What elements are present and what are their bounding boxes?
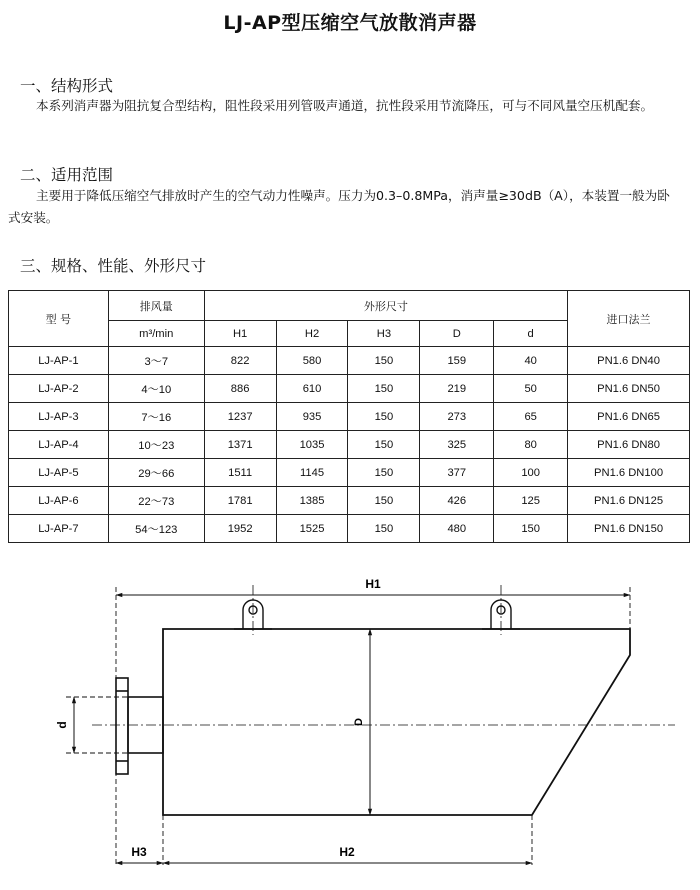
header-H3: H3 [348, 321, 420, 347]
cell-d: 125 [494, 487, 568, 515]
table-row [9, 375, 690, 403]
cell-D: 377 [420, 459, 494, 487]
dimension-H3 [116, 845, 163, 863]
cell-flange: PN1.6 DN40 [568, 347, 690, 375]
header-model: 型 号 [9, 291, 109, 347]
cell-H3: 150 [348, 431, 420, 459]
cell-H2: 1525 [276, 515, 348, 543]
spec-table [8, 290, 690, 543]
cell-H3: 150 [348, 375, 420, 403]
cell-model: LJ-AP-7 [9, 515, 109, 543]
cell-H1: 822 [204, 347, 276, 375]
section-heading-specs: 三、规格、性能、外形尺寸 [20, 257, 207, 275]
section-heading-structure: 一、结构形式 [20, 77, 114, 95]
table-row [9, 459, 690, 487]
header-D: D [420, 321, 494, 347]
cell-H3: 150 [348, 515, 420, 543]
cell-model: LJ-AP-1 [9, 347, 109, 375]
label-d: d [55, 721, 69, 729]
dimension-D [353, 629, 370, 815]
dimension-H1 [116, 577, 630, 595]
inlet-flange [116, 678, 128, 774]
header-flow: 排风量 [108, 291, 204, 321]
cell-model: LJ-AP-5 [9, 459, 109, 487]
cell-H2: 610 [276, 375, 348, 403]
cell-H2: 580 [276, 347, 348, 375]
header-flange: 进口法兰 [568, 291, 690, 347]
header-d: d [494, 321, 568, 347]
cell-flow: 54～123 [108, 515, 204, 543]
cell-d: 100 [494, 459, 568, 487]
cell-d: 65 [494, 403, 568, 431]
header-flow-unit: m³/min [108, 321, 204, 347]
table-row [9, 431, 690, 459]
cell-flange: PN1.6 DN100 [568, 459, 690, 487]
cell-H2: 1035 [276, 431, 348, 459]
cell-d: 80 [494, 431, 568, 459]
label-D: D [353, 718, 365, 726]
section-text-scope: 主要用于降低压缩空气排放时产生的空气动力性噪声。压力为0.3–0.8MPa，消声量≥30dB（A），本装置一般为卧式安装。 [8, 188, 670, 225]
cell-flow: 3～7 [108, 347, 204, 375]
section-heading-scope: 二、适用范围 [20, 166, 114, 184]
cell-d: 50 [494, 375, 568, 403]
cell-model: LJ-AP-2 [9, 375, 109, 403]
cell-flange: PN1.6 DN125 [568, 487, 690, 515]
cell-H3: 150 [348, 403, 420, 431]
header-H1: H1 [204, 321, 276, 347]
cell-flow: 22～73 [108, 487, 204, 515]
table-row [9, 515, 690, 543]
centerlines [92, 585, 675, 725]
header-dimensions: 外形尺寸 [204, 291, 567, 321]
cell-model: LJ-AP-6 [9, 487, 109, 515]
cell-H1: 1781 [204, 487, 276, 515]
cell-H1: 886 [204, 375, 276, 403]
cell-H3: 150 [348, 487, 420, 515]
cell-flange: PN1.6 DN80 [568, 431, 690, 459]
cell-H1: 1952 [204, 515, 276, 543]
dimension-d [55, 697, 74, 753]
table-row [9, 347, 690, 375]
label-H2: H2 [339, 845, 355, 859]
cell-flange: PN1.6 DN65 [568, 403, 690, 431]
cell-D: 273 [420, 403, 494, 431]
label-H3: H3 [131, 845, 147, 859]
cell-D: 426 [420, 487, 494, 515]
cell-flange: PN1.6 DN150 [568, 515, 690, 543]
section-text-structure: 本系列消声器为阻抗复合型结构，阻性段采用列管吸声通道，抗性段采用节流降压，可与不同风量空压机配套。 [36, 98, 654, 113]
cell-H1: 1371 [204, 431, 276, 459]
cell-D: 219 [420, 375, 494, 403]
header-H2: H2 [276, 321, 348, 347]
cell-model: LJ-AP-3 [9, 403, 109, 431]
cell-H1: 1237 [204, 403, 276, 431]
cell-flow: 7～16 [108, 403, 204, 431]
cell-flow: 4～10 [108, 375, 204, 403]
cell-flow: 10～23 [108, 431, 204, 459]
cell-H1: 1511 [204, 459, 276, 487]
silencer-dimension-drawing [0, 565, 700, 890]
cell-H2: 1385 [276, 487, 348, 515]
cell-H3: 150 [348, 459, 420, 487]
cell-D: 159 [420, 347, 494, 375]
table-row [9, 487, 690, 515]
document-title: LJ-AP型压缩空气放散消声器 [223, 12, 477, 34]
cell-d: 150 [494, 515, 568, 543]
cell-flange: PN1.6 DN50 [568, 375, 690, 403]
cell-H2: 935 [276, 403, 348, 431]
table-row [9, 403, 690, 431]
silencer-body [163, 629, 630, 815]
cell-model: LJ-AP-4 [9, 431, 109, 459]
cell-D: 325 [420, 431, 494, 459]
cell-D: 480 [420, 515, 494, 543]
cell-flow: 29～66 [108, 459, 204, 487]
dimension-H2 [163, 845, 532, 863]
cell-H3: 150 [348, 347, 420, 375]
cell-H2: 1145 [276, 459, 348, 487]
label-H1: H1 [365, 577, 381, 591]
cell-d: 40 [494, 347, 568, 375]
